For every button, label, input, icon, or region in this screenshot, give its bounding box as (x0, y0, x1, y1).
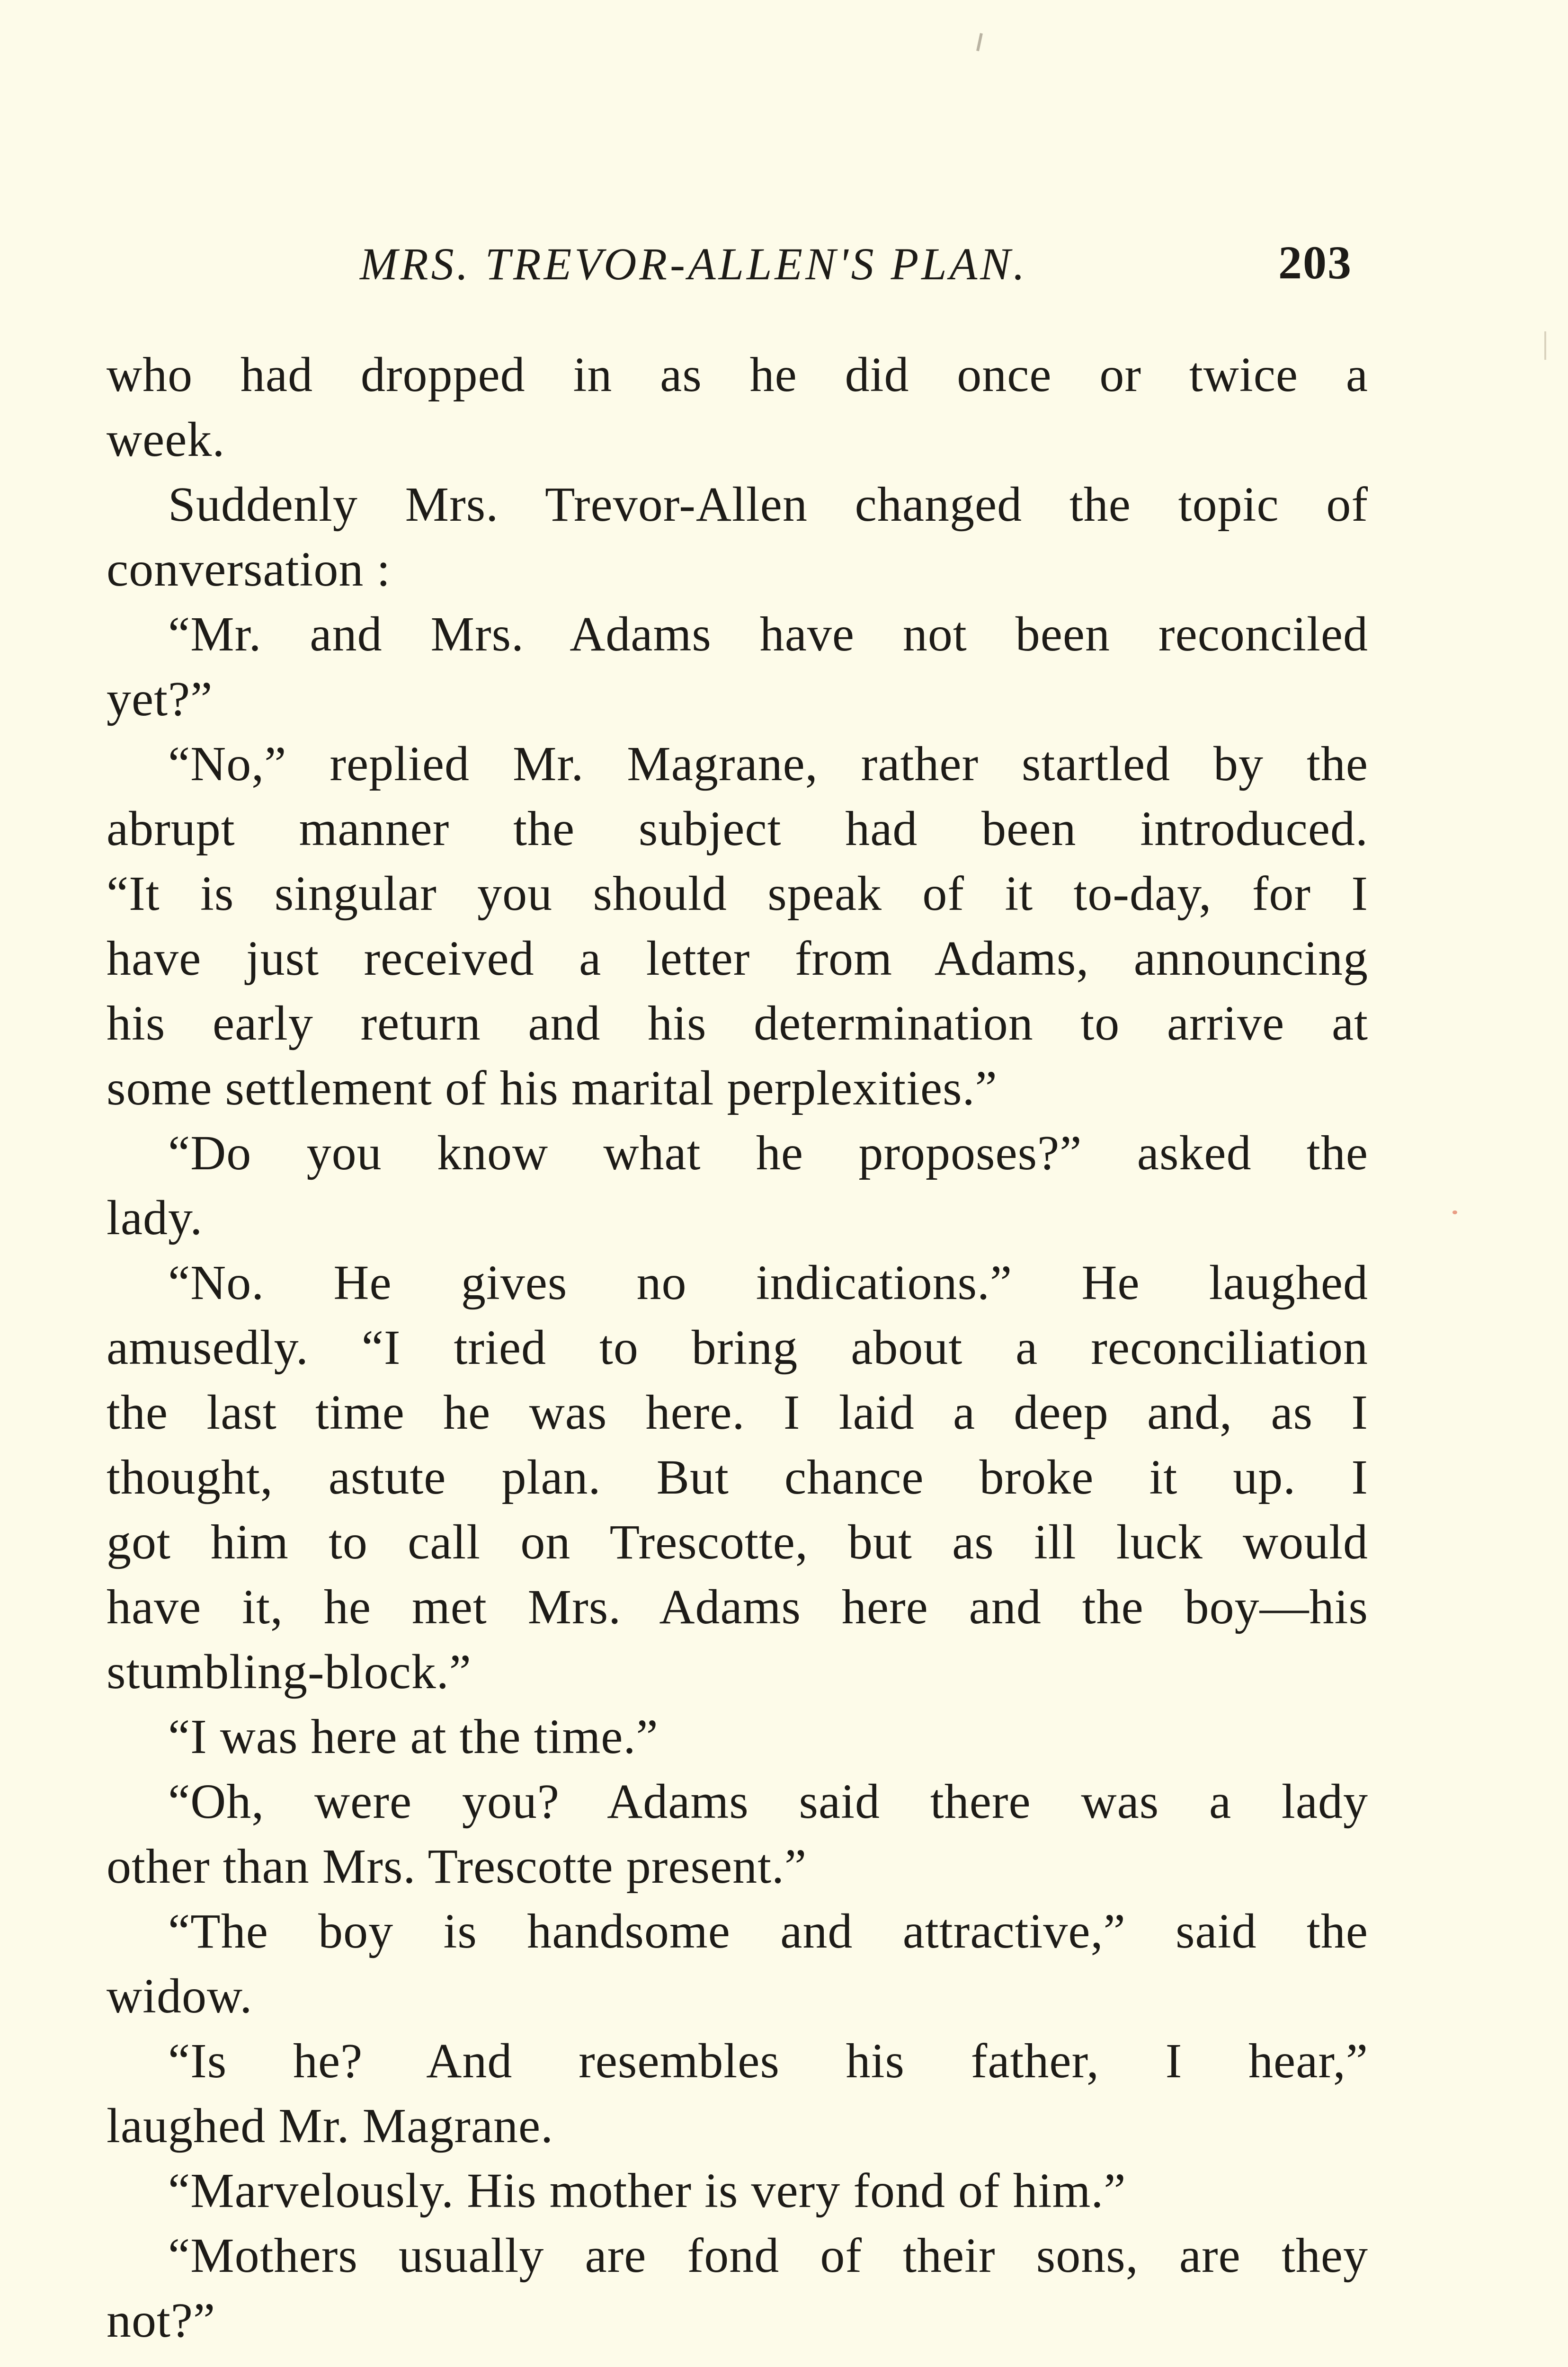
text-line: stumbling-block.” (107, 1645, 472, 1699)
page-number: 203 (1278, 236, 1352, 289)
text-line: “Mr. and Mrs. Adams have not been reconciled (168, 607, 1368, 661)
text-line: “No. He gives no indications.” He laughed (168, 1255, 1368, 1310)
text-line: “Marvelously. His mother is very fond of him.” (168, 2163, 1126, 2218)
text-line: who had dropped in as he did once or twice a (107, 347, 1368, 402)
running-title: MRS. TREVOR-ALLEN'S PLAN. (360, 239, 1028, 289)
text-line: got him to call on Trescotte, but as ill luck would (107, 1515, 1368, 1569)
text-line: the last time he was here. I laid a deep and, as I (107, 1385, 1368, 1440)
text-line: have it, he met Mrs. Adams here and the boy—his (107, 1580, 1368, 1634)
text-line: “I was here at the time.” (168, 1709, 659, 1764)
body-text (107, 342, 1368, 2353)
text-line: other than Mrs. Trescotte present.” (107, 1839, 807, 1894)
text-line: yet?” (107, 672, 213, 726)
text-line: “Mothers usually are fond of their sons, are they (168, 2228, 1368, 2283)
text-line: lady. (107, 1191, 203, 1245)
text-line: have just received a letter from Adams, announcing (107, 931, 1368, 986)
text-line: his early return and his determination to arrive at (107, 996, 1368, 1050)
paper-blemish (1544, 331, 1546, 360)
paper-blemish (976, 33, 983, 51)
text-line: amusedly. “I tried to bring about a reconciliation (107, 1320, 1368, 1375)
paper-blemish (1452, 1210, 1457, 1214)
text-line: not?” (107, 2293, 216, 2348)
text-line: abrupt manner the subject had been introduced. (107, 801, 1368, 856)
text-line: laughed Mr. Magrane. (107, 2099, 554, 2153)
text-line: “Is he? And resembles his father, I hear,” (168, 2034, 1368, 2088)
text-line: week. (107, 412, 225, 467)
text-line: widow. (107, 1969, 253, 2023)
text-line: some settlement of his marital perplexities.” (107, 1061, 998, 1115)
text-line: “The boy is handsome and attractive,” said the (168, 1904, 1368, 1958)
text-line: Suddenly Mrs. Trevor-Allen changed the topic of (168, 477, 1368, 532)
text-line: “Oh, were you? Adams said there was a lady (168, 1774, 1368, 1829)
text-line: “Do you know what he proposes?” asked the (168, 1126, 1368, 1180)
text-line: thought, astute plan. But chance broke it up. I (107, 1450, 1368, 1504)
text-line: “No,” replied Mr. Magrane, rather startled by the (168, 737, 1368, 791)
text-line: conversation : (107, 542, 391, 596)
text-line: “It is singular you should speak of it to-day, for I (107, 866, 1368, 921)
